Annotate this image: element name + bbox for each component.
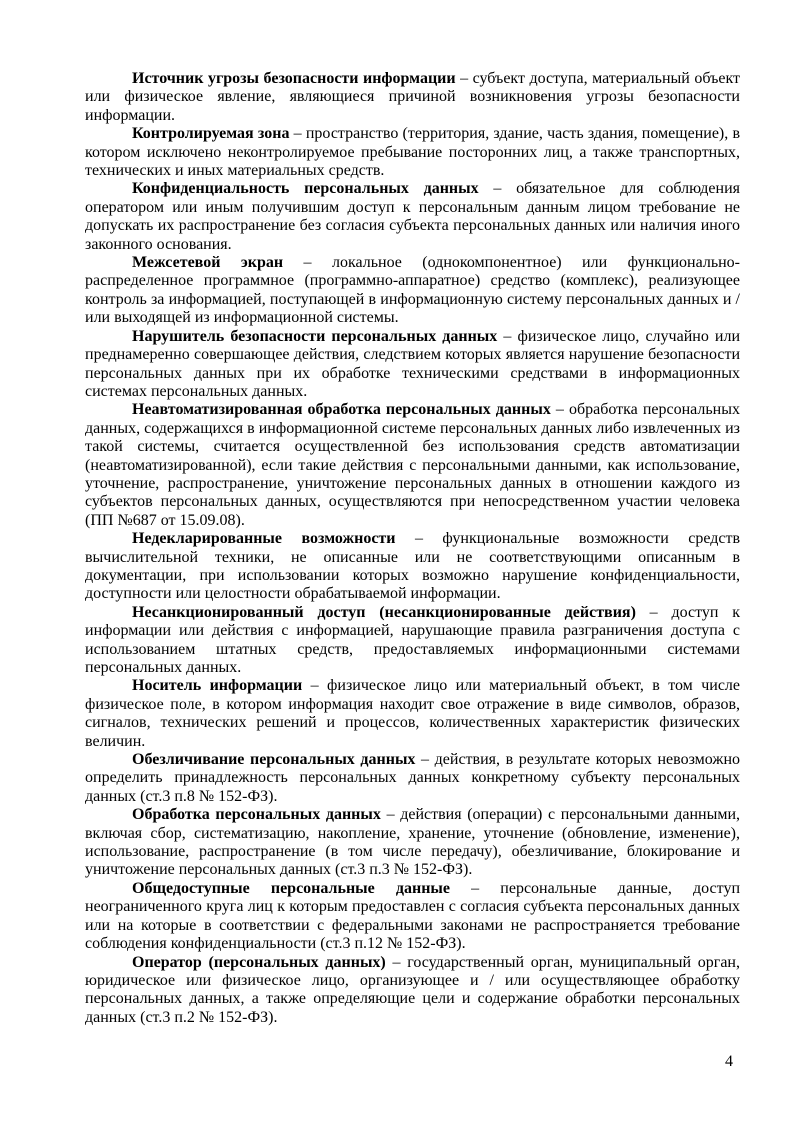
term-label: Конфиденциальность персональных данных (132, 180, 479, 198)
term-label: Носитель информации (132, 677, 303, 695)
page-number: 4 (725, 1053, 733, 1070)
term-label: Межсетевой экран (132, 254, 284, 272)
definition-text: – обязательное для соблюдения оператором или иным получившим доступ к персональным данным лицом требование не допускать их распространение без согласия субъекта персональных данных или наличия иного законного основания. (85, 180, 741, 253)
definition-paragraph (85, 677, 740, 751)
term-label: Обработка персональных данных (132, 806, 381, 824)
definition-paragraph (85, 604, 740, 678)
definition-text: – доступ к информации или действия с информацией, нарушающие правила разграничения доступа с использованием штатных средств, предоставляемых информационными системами персональных данных. (85, 603, 740, 676)
definitions-list (85, 70, 740, 1027)
definition-paragraph (85, 254, 740, 328)
definition-paragraph (85, 530, 740, 604)
definition-text: – функциональные возможности средств вычислительной техники, не описанные или не соответствующими описанным в документации, при использовании которых возможно нарушение конфиденциальности, доступности или целостности обрабатываемой информации. (85, 530, 740, 603)
definition-text: – действия (операции) с персональными данными, включая сбор, систематизацию, накопление, хранение, уточнение (обновление, изменение), использование, распространение (в том числе передачу), обезличивание, блокирование и уничтожение персональных данных (ст.3 п.3 № 152-ФЗ). (85, 806, 741, 879)
definition-paragraph (85, 125, 740, 180)
definition-text: – государственный орган, муниципальный орган, юридическое или физическое лицо, организующее и / или осуществляющее обработку персональных данных, а также определяющие цели и содержание обработки персональных данных (ст.3 п.2 № 152-ФЗ). (85, 953, 740, 1026)
definition-paragraph (85, 180, 740, 254)
definition-text: – физическое лицо или материальный объект, в том числе физическое поле, в котором информация находит свое отражение в виде символов, образов, сигналов, технических решений и процессов, количественных характеристик физических величин. (85, 677, 741, 750)
definition-paragraph (85, 70, 740, 125)
definition-text: – физическое лицо, случайно или преднамеренно совершающее действия, следствием которых является нарушение безопасности персональных данных при их обработке техническими средствами в информационных системах персональных данных. (85, 327, 741, 400)
term-label: Источник угрозы безопасности информации (132, 70, 456, 87)
definition-paragraph (85, 328, 740, 402)
term-label: Нарушитель безопасности персональных данных (132, 327, 498, 345)
definition-text: – пространство (территория, здание, часть здания, помещение), в котором исключено неконтролируемое пребывание посторонних лиц, а также транспортных, технических и иных материальных средств. (85, 125, 741, 180)
definition-text: – локальное (однокомпонентное) или функционально-распределенное программное (программно-аппаратное) средство (комплекс), реализующее контроль за информацией, поступающей в информационную систему персональных данных и / или выходящей из информационной системы. (85, 254, 741, 327)
term-label: Контролируемая зона (132, 125, 290, 143)
definition-paragraph (85, 880, 740, 954)
term-label: Оператор (персональных данных) (132, 953, 386, 971)
definition-paragraph (85, 806, 740, 880)
definition-text: – субъект доступа, материальный объект или физическое явление, являющиеся причиной возникновения угрозы безопасности информации. (85, 70, 740, 124)
definition-text: – действия, в результате которых невозможно определить принадлежность персональных данных конкретному субъекту персональных данных (ст.3 п.8 № 152-ФЗ). (85, 751, 741, 805)
term-label: Недекларированные возможности (132, 530, 396, 548)
definition-text: – персональные данные, доступ неограниченного круга лиц к которым предоставлен с согласия субъекта персональных данных или на которые в соответствии с федеральными законами не распространяется требование соблюдения конфиденциальности (ст.3 п.12 № 152-ФЗ). (85, 879, 740, 953)
term-label: Неавтоматизированная обработка персональных данных (132, 401, 551, 419)
term-label: Несанкционированный доступ (несанкционированные действия) (132, 603, 636, 621)
definition-paragraph (85, 954, 740, 1028)
definition-paragraph (85, 401, 740, 530)
definition-text: – обработка персональных данных, содержащихся в информационной системе персональных данных либо извлеченных из такой системы, считается осуществленной без использования средств автоматизации (неавтоматизированной), если такие действия с персональными данными, как использование, уточнение, распространение, уничтожение персональных данных в отношении каждого из субъектов персональных данных, осуществляются при непосредственном участии человека (ПП №687 от 15.09.08). (85, 401, 740, 529)
term-label: Общедоступные персональные данные (132, 879, 451, 897)
term-label: Обезличивание персональных данных (132, 751, 416, 769)
definition-paragraph (85, 751, 740, 806)
